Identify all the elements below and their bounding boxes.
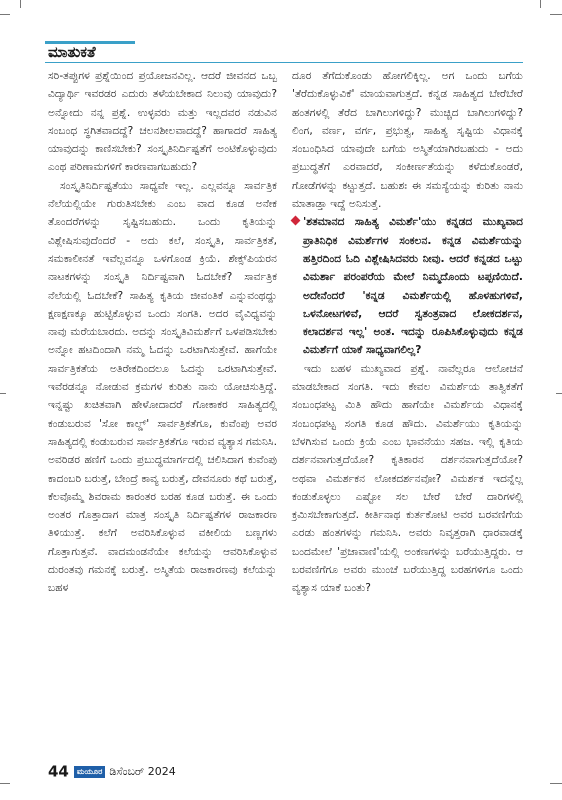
crop-mark <box>0 14 10 15</box>
magazine-logo: ಮಯೂರ <box>74 766 106 778</box>
paragraph: ದೂರ ತೆಗೆದುಕೊಂಡು ಹೋಗಲಿಕ್ಕಿಲ್ಲ. ಅಗ ಒಂದು ಬಗೆಯ 'ತೆರೆದುಕೊಳ್ಳುವಿಕೆ' ಮಾಯವಾಗುತ್ತದೆ. ಕನ್ನಡ ಸಾಹಿತ್ಯದ ಬೇರೆಬೇರೆ ಹಂತಗಳಲ್ಲಿ ತೆರೆದ ಬಾಗಿಲುಗಳಿದ್ದು? ಮುಚ್ಚಿದ ಬಾಗಿಲುಗಳಿದ್ದು? ಲಿಂಗ, ವರ್ಣ, ವರ್ಗ, ಪ್ರಭುತ್ವ, ಸಾಹಿತ್ಯ ಸೃಷ್ಟಿಯ ವಿಧಾನಕ್ಕೆ ಸಂಬಂಧಿಸಿದ ಯಾವುದೇ ಬಗೆಯ ಅಸ್ಮಿತೆಯಾಗಿರಬಹುದು - ಅದು ಪ್ರಬುದ್ಧತೆಗೆ ಎರವಾದರೆ, ಸಂಕೀರ್ಣತೆಯನ್ನು ಕಳೆದುಕೊಂಡರೆ, ಗೋಡೆಗಳನ್ನು ಕಟ್ಟುತ್ತದೆ. ಬಹುಶಃ ಈ ಸಮಸ್ಯೆಯನ್ನು ಕುರಿತು ನಾನು ಮಾತಾಡ್ತಾ ಇದ್ದೆ ಅನಿಸುತ್ತೆ. <box>292 69 523 211</box>
crop-mark <box>550 14 562 15</box>
page-footer <box>48 761 176 781</box>
diamond-bullet-icon <box>291 216 301 226</box>
paragraph: ಸಂಸ್ಕೃತಿನಿರ್ದಿಷ್ಟತೆಯು ಸಾಧ್ಯವೇ ಇಲ್ಲ. ಎಲ್ಲವನ್ನೂ ಸಾರ್ವತ್ರಿಕ ನೆಲೆಯಲ್ಲಿಯೇ ಗುರುತಿಸಬೇಕು ಎಂಬ ವಾದ ಕೂಡ ಅನೇಕ ತೊಂದರೆಗಳನ್ನು ಸೃಷ್ಟಿಸಬಹುದು. ಒಂದು ಕೃತಿಯನ್ನು ವಿಶ್ಲೇಷಿಸುವುದೆಂದರೆ - ಅದು ಕಲೆ, ಸಂಸ್ಕೃತಿ, ಸಾರ್ವತ್ರಿಕತೆ, ಸಮಕಾಲೀನತೆ ಇವೆಲ್ಲವನ್ನೂ ಒಳಗೊಂಡ ಕ್ರಿಯೆ. ಶೇಕ್ಸ್‌ಪಿಯರನ ನಾಟಕಗಳನ್ನು ಸಂಸ್ಕೃತಿ ನಿರ್ದಿಷ್ಟವಾಗಿ ಓದಬೇಕೆ? ಸಾರ್ವತ್ರಿಕ ನೆಲೆಯಲ್ಲಿ ಓದಬೇಕೆ? ಸಾಹಿತ್ಯ ಕೃತಿಯ ಜೀವಂತಿಕೆ ಎನ್ನುವಂಥದ್ದು ಕ್ಷಣಕ್ಷಣಕ್ಕೂ ಹುಟ್ಟಿಕೊಳ್ಳುವ ಒಂದು ಸಂಗತಿ. ಅದರ ವೈವಿಧ್ಯವನ್ನು ನಾವು ಮರೆಯಬಾರದು. ಅದನ್ನು ಸಂಸ್ಕೃತಿವಿಮರ್ಶೆಗೆ ಒಳಪಡಿಸಬೇಕು ಅನ್ನೋ ಹಟದಿಂದಾಗಿ ನಮ್ಮ ಓದನ್ನು ಒರಟಾಗಿಸುತ್ತೇವೆ. ಹಾಗೆಯೇ ಸಾರ್ವತ್ರಿಕತೆಯ ಅತಿರೇಕದಿಂದಲೂ ಓದನ್ನು ಒರಟಾಗಿಸುತ್ತೇವೆ. ಇವೆರಡನ್ನೂ ನೋಡುವ ಕ್ರಮಗಳ ಕುರಿತು ನಾನು ಯೋಚಿಸುತ್ತಿದ್ದೆ. ಇನ್ನಷ್ಟು ಖಚಿತವಾಗಿ ಹೇಳೋದಾದರೆ ಗೋಕಾಕರ ಸಾಹಿತ್ಯದಲ್ಲಿ ಕಂಡುಬರುವ 'ಸೋ ಕಾಲ್ಡ್' ಸಾರ್ವತ್ರಿಕತೆಗೂ, ಕುವೆಂಪು ಅವರ ಸಾಹಿತ್ಯದಲ್ಲಿ ಕಂಡುಬರುವ ಸಾರ್ವತ್ರಿಕತೆಗೂ ಇರುವ ವ್ಯತ್ಯಾಸ ಗಮನಿಸಿ. ಅವರಿಡರ ಹಣಿಗೆ ಒಂದು ಪ್ರಬುದ್ಧಮಾರ್ಗದಲ್ಲಿ ಚಲಿಸಿದಾಗ ಕುವೆಂಪು ಕಾದಂಬರಿ ಬರುತ್ತೆ, ಬೇಂದ್ರೆ ಕಾವ್ಯ ಬರುತ್ತೆ, ದೇವನೂರು ಕಥೆ ಬರುತ್ತೆ, ಕೆಲವೊಮ್ಮೆ ಶಿವರಾಮ ಕಾರಂತರ ಬರಹ ಕೂಡ ಬರುತ್ತೆ. ಈ ಒಂದು ಅಂತರ ಗೊತ್ತಾದಾಗ ಮಾತ್ರ ಸಂಸ್ಕೃತಿ ನಿರ್ದಿಷ್ಟತೆಗಳ ರಾಜಕಾರಣ ತಿಳಿಯುತ್ತೆ. ಕಲೆಗೆ ಅವರಿಸಿಕೊಳ್ಳುವ ವಕೀಲಿಯ ಬಣ್ಣಗಳು ಗೊತ್ತಾಗುತ್ತವೆ. ವಾದಮಂಡನೆಯೇ ಕಲೆಯನ್ನು ಆವರಿಸಿಕೊಳ್ಳುವ ದುರಂತವು ಗಮನಕ್ಕೆ ಬರುತ್ತೆ. ಅಸ್ಮಿತೆಯ ರಾಜಕಾರಣವು ಕಲೆಯನ್ನು ಬಹಳ <box>48 178 278 595</box>
page-number: 44 <box>48 762 69 781</box>
crop-mark <box>0 783 10 784</box>
paragraph: ಸರಿ-ತಪ್ಪುಗಳ ಪ್ರಶ್ನೆಯಿಂದ ಪ್ರಯೋಜನವಿಲ್ಲ. ಆದರೆ ಜೀವನದ ಒಬ್ಬ ವಿದ್ಯಾರ್ಥಿ ಇವರಡರ ಎದುರು ತಳೆಯಬೇಕಾದ ನಿಲುವು ಯಾವುದು? ಅನ್ನೋದು ನನ್ನ ಪ್ರಶ್ನೆ. ಉಳ್ಳವರು ಮತ್ತು ಇಲ್ಲದವರ ನಡುವಿನ ಸಂಬಂಧ ಸ್ಥಗಿತವಾದದ್ದೆ? ಚಲನಶೀಲವಾದದ್ದೆ? ಹಾಗಾದರೆ ಸಾಹಿತ್ಯ ಯಾವುದನ್ನು ಕಾಣಿಸಬೇಕು? ಸಂಸ್ಕೃತಿನಿರ್ದಿಷ್ಟತೆಗೆ ಅಂಟಿಕೊಳ್ಳುವುದು ಎಂಥ ಪರಿಣಾಮಗಳಿಗೆ ಕಾರಣವಾಗಬಹುದು? <box>48 69 277 174</box>
question-text: 'ಶತಮಾನದ ಸಾಹಿತ್ಯ ವಿಮರ್ಶೆ'ಯು ಕನ್ನಡದ ಮುಖ್ಯವಾದ ಪ್ರಾತಿನಿಧಿಕ ವಿಮರ್ಶೆಗಳ ಸಂಕಲನ. ಕನ್ನಡ ವಿಮರ್ಶೆಯನ್ನು ಹತ್ತಿರದಿಂದ ಓದಿ ವಿಶ್ಲೇಷಿಸಿದವರು ನೀವು. ಆದರೆ ಕನ್ನಡದ ಒಟ್ಟು ವಿಮರ್ಶಾ ಪರಂಪರೆಯ ಮೇಲೆ ನಿಮ್ಮದೊಂದು ಟಪ್ಪಣಿಯಿದೆ. ಅದೇನೆಂದರೆ 'ಕನ್ನಡ ವಿಮರ್ಶೆಯಲ್ಲಿ ಹೊಳಹುಗಳಿವೆ, ಒಳನೋಟಗಳಿವೆ, ಆದರೆ ಸ್ವತಂತ್ರವಾದ ಲೋಕದರ್ಶನ, ಕಲಾದರ್ಶನ ಇಲ್ಲ' ಅಂತ. ಇದನ್ನು ರೂಪಿಸಿಕೊಳ್ಳುವುದು ಕನ್ನಡ ವಿಮರ್ಶೆಗೆ ಯಾಕೆ ಸಾಧ್ಯವಾಗಲಿಲ್ಲ? <box>303 215 523 357</box>
crop-mark <box>540 0 541 8</box>
issue-date: ಡಿಸೆಂಬರ್ 2024 <box>109 764 176 778</box>
left-column <box>48 67 277 598</box>
interview-question <box>292 213 523 359</box>
paragraph: ಇದು ಬಹಳ ಮುಖ್ಯವಾದ ಪ್ರಶ್ನೆ. ನಾವೆಲ್ಲರೂ ಆಲೋಚನೆ ಮಾಡಬೇಕಾದ ಸಂಗತಿ. ಇದು ಕೇವಲ ವಿಮರ್ಶೆಯ ತಾತ್ವಿಕತೆಗೆ ಸಂಬಂಧಪಟ್ಟ ಮಿತಿ ಹೌದು ಹಾಗೆಯೇ ವಿಮರ್ಶೆಯ ವಿಧಾನಕ್ಕೆ ಸಂಬಂಧಪಟ್ಟ ಸಂಗತಿ ಕೂಡ ಹೌದು. ವಿಮರ್ಶೆಯು ಕೃತಿಯನ್ನು ಬೆಳಗಿಸುವ ಒಂದು ಕ್ರಿಯೆ ಎಂಬ ಭಾವನೆಯು ಸಹಜ. ಇಲ್ಲಿ ಕೃತಿಯ ದರ್ಶನವಾಗುತ್ತದೆಯೋ? ಕೃತಿಕಾರನ ದರ್ಶನವಾಗುತ್ತದೆಯೋ? ಅಥವಾ ವಿಮರ್ಶಕನ ಲೋಕದರ್ಶನವೋ? ವಿಮರ್ಶಕ ಇದನ್ನೆಲ್ಲ ಕಂಡುಕೊಳ್ಳಲು ಎಷ್ಟೋ ಸಲ ಬೇರೆ ಬೇರೆ ದಾರಿಗಳಲ್ಲಿ ಕ್ರಮಿಸಬೇಕಾಗುತ್ತದೆ. ಕೀರ್ತಿನಾಥ ಕುರ್ತಕೋಟಿ ಅವರ ಬರವಣಿಗೆಯ ಎರಡು ಹಂತಗಳನ್ನು ಗಮನಿಸಿ. ಅವರು ನಿವೃತ್ತರಾಗಿ ಧಾರವಾಡಕ್ಕೆ ಬಂದಮೇಲೆ 'ಪ್ರಜಾವಾಣಿ'ಯಲ್ಲಿ ಅಂಕಣಗಳನ್ನು ಬರೆಯುತ್ತಿದ್ದರು. ಆ ಬರವಣಿಗೆಗೂ ಅವರು ಮುಂಚೆ ಬರೆಯುತ್ತಿದ್ದ ಬರಹಗಳಿಗೂ ಒಂದು ವ್ಯತ್ಯಾಸ ಯಾಕೆ ಬಂತು? <box>292 361 523 595</box>
right-column <box>292 67 523 598</box>
crop-mark <box>550 783 562 784</box>
crop-mark <box>20 0 21 8</box>
section-divider <box>45 62 523 63</box>
crop-mark <box>0 393 6 394</box>
crop-mark <box>556 393 562 394</box>
section-title: ಮಾತುಕತೆ <box>48 43 96 61</box>
